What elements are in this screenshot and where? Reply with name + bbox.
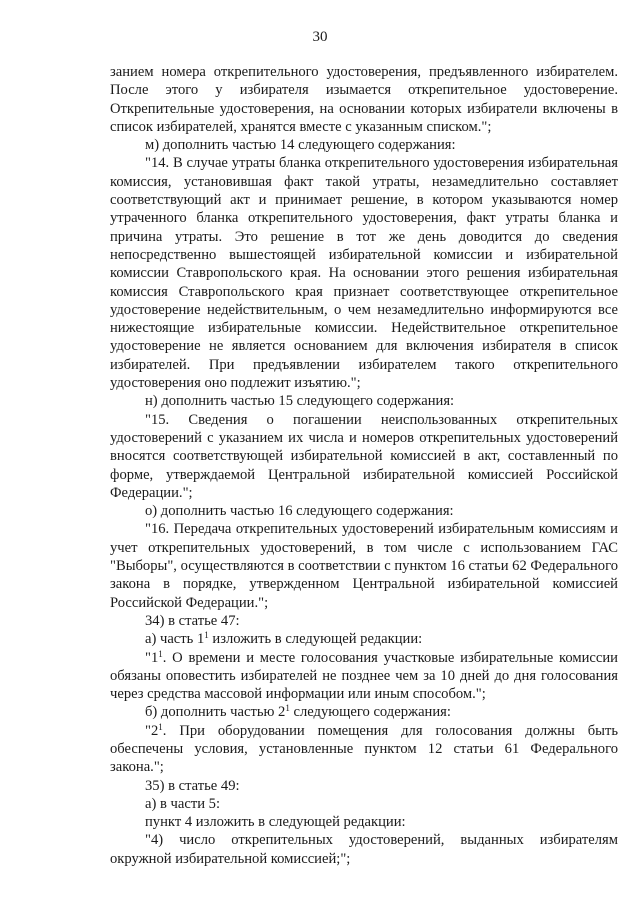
paragraph-point-4-text: "4) число открепительных удостоверений, выданных избирателям окружной избирательной комиссией;"; — [110, 832, 618, 867]
superscript: 1 — [158, 721, 163, 732]
paragraph-item-35: 35) в статье 49: — [145, 777, 240, 794]
text-fragment: б) дополнить частью 2 — [145, 704, 286, 721]
paragraph-item-a-part-5: а) в части 5: — [145, 795, 221, 812]
paragraph-part-14: "14. В случае утраты бланка открепительного удостоверения избирательная комиссия, установившая факт такой утраты, незамедлительно составляет соответствующий акт и принимает решение, в котором указываются номер утраченного бланка открепительного удостоверения, факт утраты бланка и причина утраты. Это решение в тот же день доводится до сведения непосредственно вышестоящей избирательной комиссии и избирательной комиссии Ставропольского края. На основании этого решения избирательная комиссия Ставропольского края признает соответствующее открепительное удостоверение недействительным, о чем незамедлительно информируются все нижестоящие избирательные комиссии. Недействительное открепительное удостоверение не является основанием для включения избирателя в список избирателей. При предъявлении избирателем такого открепительного удостоверения оно подлежит изъятию."; — [110, 155, 618, 392]
text-fragment: следующего содержания: — [289, 704, 451, 721]
page-number: 30 — [312, 29, 328, 45]
paragraph-part-15: "15. Сведения о погашении неиспользованных открепительных удостоверений с указанием их числа и номеров открепительных удостоверений вносятся соответствующей избирательной комиссией в акт, составленный по форме, утверждаемой Центральной избирательной комиссией Российской Федерации."; — [110, 411, 618, 501]
paragraph-point-4: пункт 4 изложить в следующей редакции: — [145, 814, 406, 831]
paragraph-item-n: н) дополнить частью 15 следующего содержания: — [145, 393, 455, 410]
document-body — [110, 63, 618, 868]
superscript: 1 — [204, 630, 209, 641]
paragraph-part-2-1-text — [110, 722, 618, 777]
text-fragment: а) часть 1 — [145, 631, 205, 648]
paragraph-item-34: 34) в статье 47: — [145, 612, 240, 629]
paragraph-item-m: м) дополнить частью 14 следующего содержания: — [145, 137, 456, 154]
text-fragment: "2 — [145, 722, 159, 739]
superscript: 1 — [285, 703, 290, 714]
paragraph-part-16: "16. Передача открепительных удостоверений избирательным комиссиям и учет открепительных удостоверений, в том числе с использованием ГАС "Выборы", осуществляются в соответствии с пунктом 16 статьи 62 Федерального закона в порядке, утвержденном Центральной избирательной комиссией Российской Федерации."; — [110, 521, 618, 611]
text-fragment: "1 — [145, 649, 159, 666]
superscript: 1 — [158, 648, 163, 659]
paragraph-item-a-part-1-1 — [110, 630, 618, 648]
text-fragment: изложить в следующей редакции: — [208, 631, 423, 648]
paragraph-item-b-part-2-1 — [110, 703, 618, 721]
paragraph-item-o: о) дополнить частью 16 следующего содержания: — [145, 503, 454, 520]
text-fragment: . При оборудовании помещения для голосования должны быть обеспечены условия, установленные пунктом 12 статьи 61 Федерального закона."; — [110, 722, 618, 776]
paragraph-continuation: занием номера открепительного удостоверения, предъявленного избирателем. После этого у избирателя изымается открепительное удостоверение. Открепительные удостоверения, на основании которых избиратели включены в список избирателей, хранятся вместе с указанным списком."; — [110, 64, 618, 135]
text-fragment: . О времени и месте голосования участковые избирательные комиссии обязаны оповестить избирателей не позднее чем за 10 дней до дня голосования через средства массовой информации или иным способом."; — [110, 649, 618, 703]
paragraph-part-1-1-text — [110, 649, 618, 704]
